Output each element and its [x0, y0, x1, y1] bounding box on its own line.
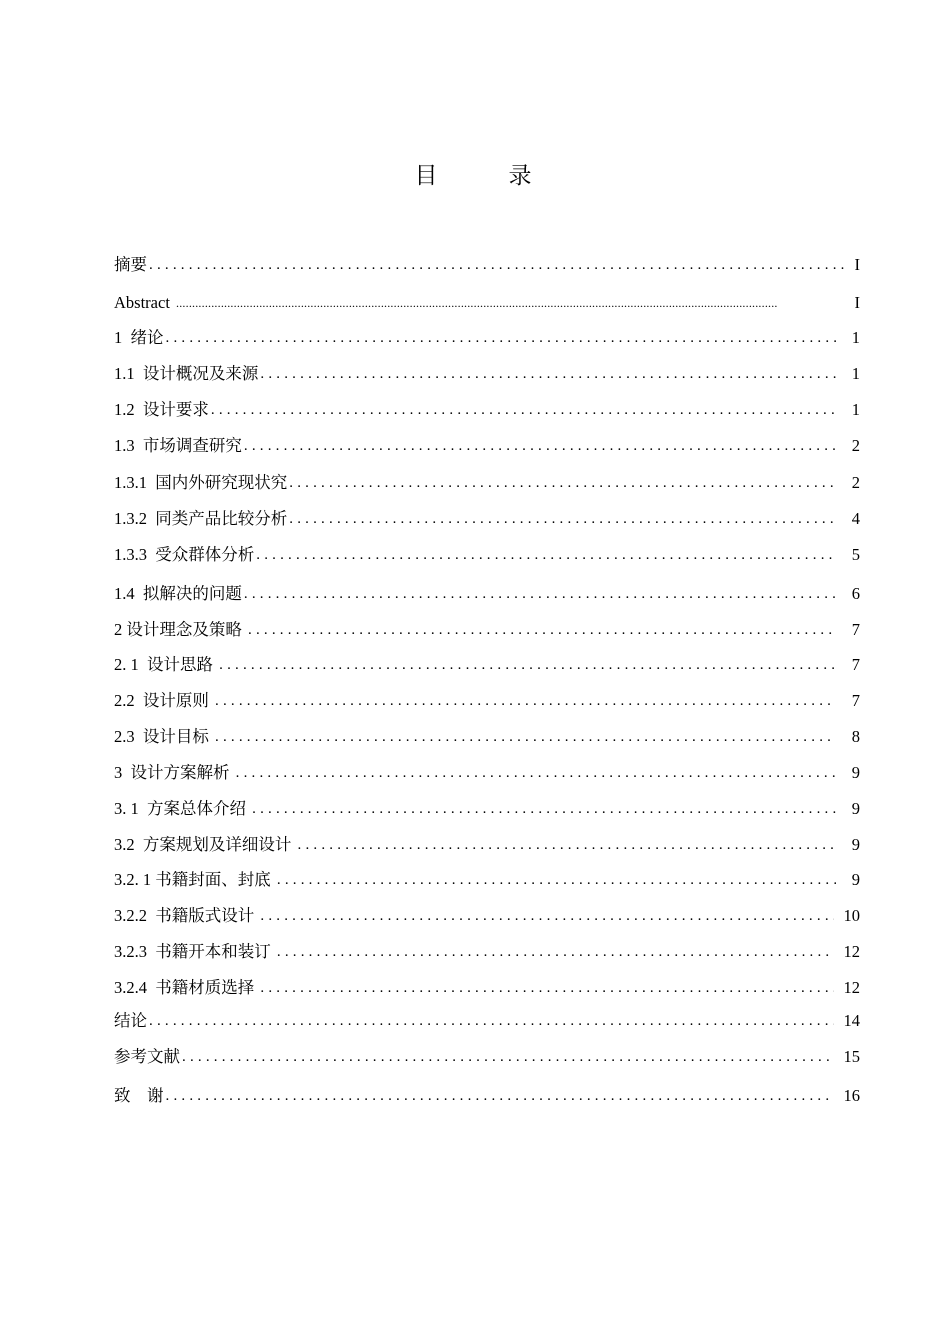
toc-leader-dots	[166, 1085, 834, 1107]
toc-leader-dots	[244, 583, 836, 605]
toc-leader-dots	[277, 869, 836, 891]
toc-leader-dots	[277, 941, 834, 963]
toc-entry	[114, 1044, 860, 1068]
toc-entry-label: 2.2 设计原则	[114, 691, 213, 710]
toc-entry-page: I	[854, 255, 860, 274]
toc-leader-dots	[236, 762, 836, 784]
toc-entry-label: 3. 1 方案总体介绍	[114, 799, 251, 818]
toc-entry-page: 2	[851, 473, 860, 492]
toc-entry-label: 1.3.3 受众群体分析	[114, 545, 255, 564]
toc-entry-page: 9	[851, 799, 860, 818]
toc-entry	[114, 867, 860, 891]
toc-entry-page: 16	[843, 1086, 860, 1105]
toc-entry-page: 1	[851, 328, 860, 347]
toc-entry	[114, 975, 860, 999]
toc-entry-page: 7	[851, 655, 860, 674]
toc-leader-dots	[260, 363, 836, 385]
toc-title: 目 录	[414, 163, 556, 189]
toc-entry-page: I	[854, 293, 860, 312]
toc-entry-label: 3 设计方案解析	[114, 763, 234, 782]
toc-leader-dots	[244, 435, 836, 457]
toc-entry	[114, 796, 860, 820]
toc-entry-page: 1	[851, 400, 860, 419]
toc-entry-page: 6	[851, 584, 860, 603]
toc-entry	[114, 1083, 860, 1107]
toc-entry-page: 9	[851, 763, 860, 782]
toc-entry	[114, 724, 860, 748]
toc-entry-label: 1.4 拟解决的问题	[114, 584, 242, 603]
toc-leader-dots	[149, 254, 844, 276]
toc-entry-page: 8	[851, 727, 860, 746]
toc-entry	[114, 542, 860, 566]
toc-entry	[114, 470, 860, 494]
toc-entry-label: 1.3.2 同类产品比较分析	[114, 509, 288, 528]
toc-entry	[114, 832, 860, 856]
toc-leader-dots	[176, 292, 844, 314]
toc-entry-label: 1.2 设计要求	[114, 400, 209, 419]
toc-entry-label: 1 绪论	[114, 328, 164, 347]
toc-leader-dots	[211, 399, 836, 421]
toc-entry	[114, 939, 860, 963]
toc-entry-label: 3.2.3 书籍开本和装订	[114, 942, 275, 961]
toc-entry-page: 5	[851, 545, 860, 564]
toc-entry-page: 4	[851, 509, 860, 528]
toc-entry	[114, 1008, 860, 1032]
toc-leader-dots	[260, 977, 833, 999]
toc-entry-label: 2. 1 设计思路	[114, 655, 218, 674]
toc-entry-label: 3.2. 1 书籍封面、封底	[114, 870, 275, 889]
toc-entry-label: 结论	[114, 1011, 147, 1030]
toc-entry-label: 参考文献	[114, 1047, 180, 1066]
toc-entry-page: 12	[843, 978, 860, 997]
toc-entry	[114, 688, 860, 712]
toc-entry	[114, 433, 860, 457]
toc-entry	[114, 361, 860, 385]
toc-leader-dots	[298, 834, 837, 856]
toc-entry	[114, 617, 860, 641]
toc-entry-label: 摘要	[114, 255, 147, 274]
toc-entry	[114, 290, 860, 314]
toc-entry-page: 7	[851, 691, 860, 710]
toc-entry-page: 2	[851, 436, 860, 455]
toc-entry-label: 3.2.4 书籍材质选择	[114, 978, 259, 997]
toc-entry-page: 9	[851, 870, 860, 889]
toc-leader-dots	[215, 690, 836, 712]
toc-entry-label: 3.2 方案规划及详细设计	[114, 835, 296, 854]
toc-entry-label: 1.1 设计概况及来源	[114, 364, 259, 383]
toc-entry-page: 15	[843, 1047, 860, 1066]
toc-leader-dots	[215, 726, 836, 748]
toc-leader-dots	[182, 1046, 834, 1068]
toc-entry-label: Abstract	[114, 293, 175, 312]
toc-entry	[114, 581, 860, 605]
toc-leader-dots	[289, 508, 836, 530]
toc-entry-page: 1	[851, 364, 860, 383]
toc-leader-dots	[252, 798, 836, 820]
toc-entry-page: 12	[843, 942, 860, 961]
toc-leader-dots	[289, 472, 836, 494]
toc-leader-dots	[260, 905, 833, 927]
toc-entry-label: 2.3 设计目标	[114, 727, 213, 746]
toc-leader-dots	[248, 619, 836, 641]
toc-leader-dots	[256, 544, 836, 566]
toc-entry-label: 2 设计理念及策略	[114, 620, 246, 639]
toc-leader-dots	[166, 327, 837, 349]
toc-entry-page: 10	[843, 906, 860, 925]
toc-entry-label: 3.2.2 书籍版式设计	[114, 906, 259, 925]
toc-entry	[114, 252, 860, 276]
toc-entry-page: 7	[851, 620, 860, 639]
toc-entry-page: 14	[843, 1011, 860, 1030]
toc-entry	[114, 903, 860, 927]
toc-entry	[114, 652, 860, 676]
toc-entry-label: 1.3.1 国内外研究现状究	[114, 473, 288, 492]
toc-entry	[114, 760, 860, 784]
toc-entry-label: 致 谢	[114, 1086, 164, 1105]
toc-entry	[114, 506, 860, 530]
toc-entry	[114, 325, 860, 349]
toc-entry-label: 1.3 市场调查研究	[114, 436, 242, 455]
toc-leader-dots	[219, 654, 836, 676]
toc-entry-page: 9	[851, 835, 860, 854]
toc-leader-dots	[149, 1010, 834, 1032]
toc-entry	[114, 397, 860, 421]
